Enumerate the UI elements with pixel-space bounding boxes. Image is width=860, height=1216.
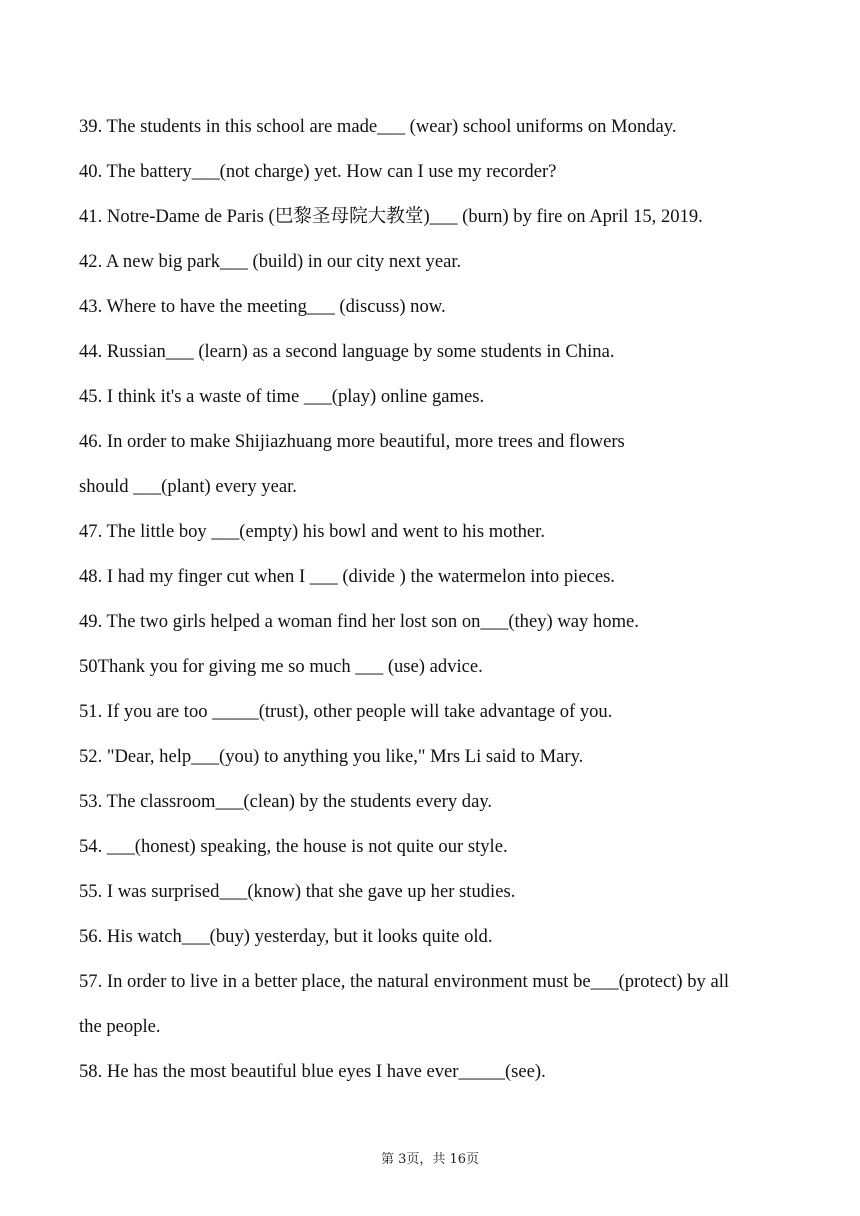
question-line: 39. The students in this school are made___ (wear) school uniforms on Monday. bbox=[79, 116, 677, 137]
question-line: 55. I was surprised___(know) that she gave up her studies. bbox=[79, 881, 516, 902]
question-line-continuation: should ___(plant) every year. bbox=[79, 476, 297, 497]
question-line: 50Thank you for giving me so much ___ (use) advice. bbox=[79, 656, 483, 677]
question-line: 47. The little boy ___(empty) his bowl and went to his mother. bbox=[79, 521, 545, 542]
question-line: 43. Where to have the meeting___ (discuss) now. bbox=[79, 296, 446, 317]
page-number: 第 3页，共 16页 bbox=[380, 1152, 480, 1167]
question-line: 53. The classroom___(clean) by the students every day. bbox=[79, 791, 493, 812]
question-line: 57. In order to live in a better place, the natural environment must be___(protect) by all bbox=[79, 971, 730, 992]
question-list bbox=[79, 112, 799, 1102]
question-line: 42. A new big park___ (build) in our city next year. bbox=[79, 251, 462, 272]
question-line: 51. If you are too _____(trust), other people will take advantage of you. bbox=[79, 701, 613, 722]
question-line: 40. The battery___(not charge) yet. How can I use my recorder? bbox=[79, 161, 557, 182]
question-line: 52. "Dear, help___(you) to anything you like," Mrs Li said to Mary. bbox=[79, 746, 584, 767]
question-line: 41. Notre-Dame de Paris (巴黎圣母院大教堂)___ (burn) by fire on April 15, 2019. bbox=[79, 206, 703, 227]
question-line: 56. His watch___(buy) yesterday, but it looks quite old. bbox=[79, 926, 493, 947]
question-line: 48. I had my finger cut when I ___ (divide ) the watermelon into pieces. bbox=[79, 566, 615, 587]
question-line: 54. ___(honest) speaking, the house is not quite our style. bbox=[79, 836, 508, 857]
question-line-continuation: the people. bbox=[79, 1016, 161, 1037]
question-line: 58. He has the most beautiful blue eyes I have ever_____(see). bbox=[79, 1061, 546, 1082]
question-line: 49. The two girls helped a woman find her lost son on___(they) way home. bbox=[79, 611, 639, 632]
question-line: 46. In order to make Shijiazhuang more beautiful, more trees and flowers bbox=[79, 431, 625, 452]
question-line: 45. I think it's a waste of time ___(play) online games. bbox=[79, 386, 485, 407]
question-line: 44. Russian___ (learn) as a second language by some students in China. bbox=[79, 341, 615, 362]
